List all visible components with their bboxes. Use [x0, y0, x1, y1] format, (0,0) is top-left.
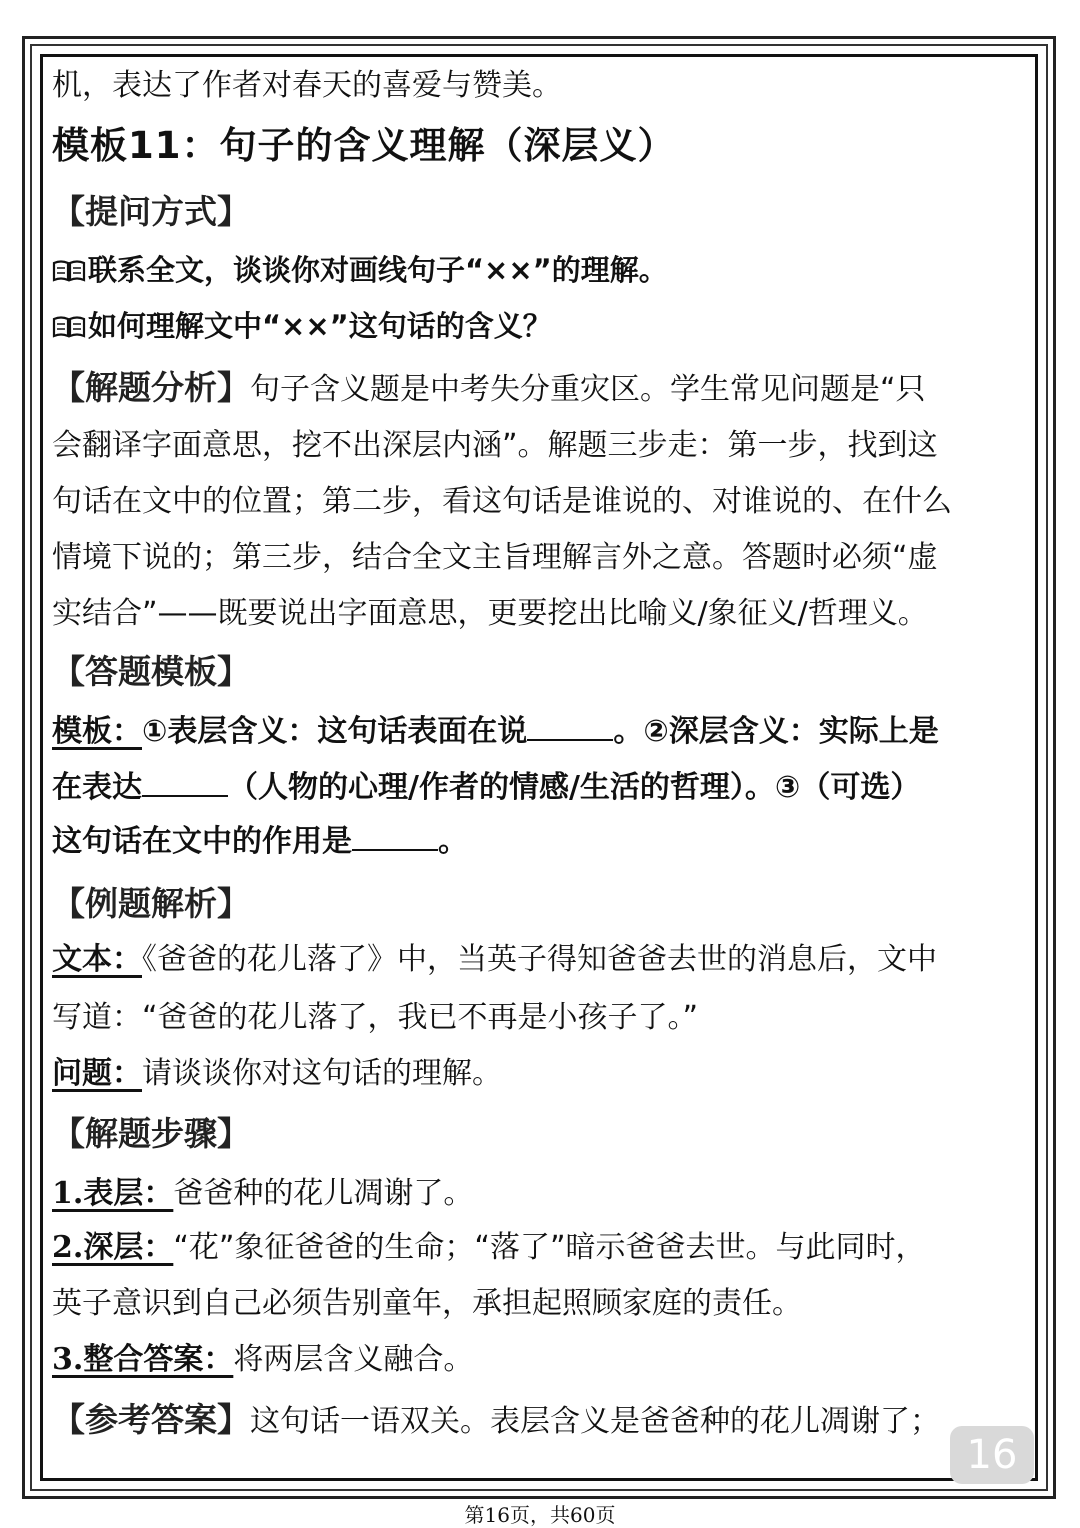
question-line-2	[52, 306, 552, 346]
reference-answer-line	[52, 1400, 940, 1442]
template-text: 在表达	[52, 770, 142, 805]
analysis-line-4: 情境下说的；第三步，结合全文主旨理解言外之意。答题时必须“虚	[52, 540, 938, 575]
example-line-1	[52, 940, 937, 980]
template-text: 。②深层含义：实际上是	[613, 714, 939, 749]
step-3-label: 3.整合答案：	[52, 1342, 234, 1377]
question-label: 问题：	[52, 1056, 142, 1091]
question-line-1	[52, 250, 668, 290]
template-text: 这句话在文中的作用是	[52, 824, 352, 859]
section-steps: 【解题步骤】	[52, 1114, 250, 1153]
page-footer: 第16页，共60页	[464, 1503, 616, 1527]
step-1-text: 爸爸种的花儿凋谢了。	[173, 1176, 474, 1211]
template-line-1	[52, 712, 939, 752]
analysis-line-3: 句话在文中的位置；第二步，看这句话是谁说的、对谁说的、在什么	[52, 484, 952, 519]
step-3-text: 将两层含义融合。	[233, 1342, 474, 1377]
template-line-3	[52, 822, 468, 862]
template-text: ①表层含义：这句话表面在说	[142, 714, 528, 749]
example-line-3	[52, 1054, 502, 1094]
section-analysis: 【解题分析】	[52, 368, 250, 407]
step-2-label: 2.深层：	[52, 1230, 174, 1265]
step-1	[52, 1174, 473, 1214]
text-label: 文本：	[52, 942, 142, 977]
analysis-line-5: 实结合”——既要说出字面意思，更要挖出比喻义/象征义/哲理义。	[52, 596, 928, 631]
analysis-line-1	[52, 368, 926, 410]
template-text: （人物的心理/作者的情感/生活的哲理）。③（可选）	[228, 770, 921, 805]
example-line-2: 写道：“爸爸的花儿落了，我已不再是小孩子了。”	[52, 1000, 699, 1035]
analysis-line-2: 会翻译字面意思，挖不出深层内涵”。解题三步走：第一步，找到这	[52, 428, 938, 463]
question-text-1: 联系全文，谈谈你对画线句子“××”的理解。	[88, 253, 668, 287]
page-number-badge: 16	[950, 1426, 1034, 1484]
open-book-icon	[52, 309, 86, 333]
section-answer-template: 【答题模板】	[52, 652, 250, 691]
reference-answer-text: 这句话一语双关。表层含义是爸爸种的花儿凋谢了；	[250, 1404, 940, 1439]
question-text-2: 如何理解文中“××”这句话的含义？	[88, 309, 552, 343]
example-question: 请谈谈你对这句话的理解。	[142, 1056, 502, 1091]
fill-blank	[142, 771, 228, 797]
step-2-continued: 英子意识到自己必须告别童年，承担起照顾家庭的责任。	[52, 1286, 802, 1321]
template-title: 模板11：句子的含义理解（深层义）	[52, 124, 676, 167]
template-text: 。	[438, 824, 468, 859]
fill-blank	[527, 715, 613, 741]
section-question-method: 【提问方式】	[52, 192, 250, 231]
step-2-text: “花”象征爸爸的生命；“落了”暗示爸爸去世。与此同时，	[173, 1230, 926, 1265]
section-reference-answer: 【参考答案】	[52, 1400, 250, 1439]
step-3	[52, 1340, 473, 1380]
open-book-icon	[52, 253, 86, 277]
example-text: 《爸爸的花儿落了》中，当英子得知爸爸去世的消息后，文中	[142, 942, 937, 977]
fill-blank	[352, 825, 438, 851]
step-1-label: 1.表层：	[52, 1176, 174, 1211]
template-line-2	[52, 768, 920, 808]
section-example: 【例题解析】	[52, 884, 250, 923]
step-2	[52, 1228, 926, 1268]
template-label: 模板：	[52, 714, 142, 749]
text-line: 机，表达了作者对春天的喜爱与赞美。	[52, 68, 562, 103]
analysis-text: 句子含义题是中考失分重灾区。学生常见问题是“只	[250, 372, 926, 407]
